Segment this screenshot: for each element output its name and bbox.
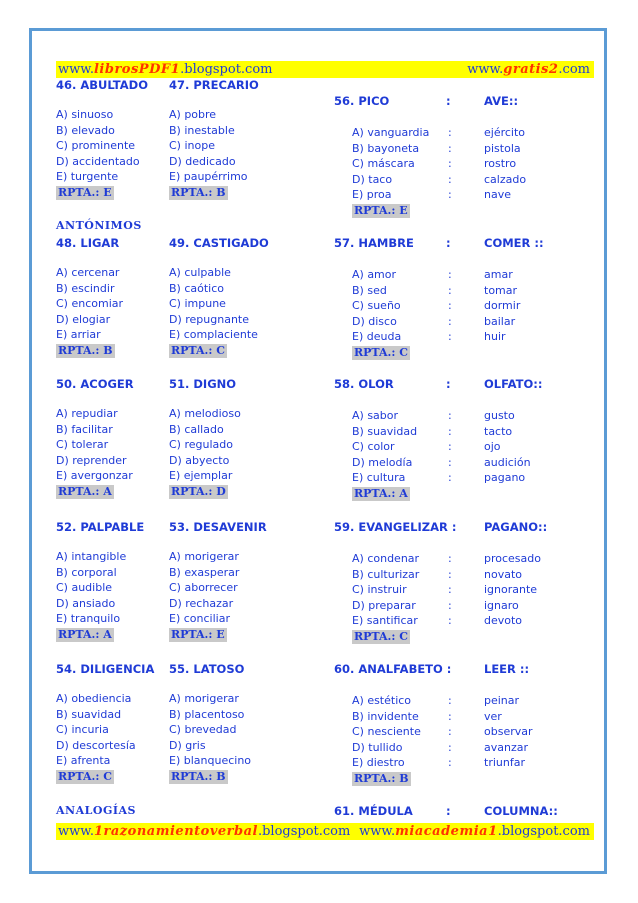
analogy-option-first: B) culturizar [352,567,420,581]
option-item: B) facilitar [56,422,113,436]
analogy-option-first: E) deuda [352,330,402,344]
analogy-option-row [334,156,594,172]
analogy-option-row [334,709,594,725]
analogy-option-first: B) bayoneta [352,141,420,155]
answer-badge: RPTA.: B [171,185,226,199]
option-item: D) repugnante [169,312,250,326]
analogy-option-row [334,693,594,709]
analogy-option-second: ignaro [484,598,519,612]
analogy-option-separator: : [448,455,452,469]
analogy-option-first: E) cultura [352,471,406,485]
question-50 [56,377,134,499]
option-item: C) impune [169,297,226,311]
analogy-separator: : [446,377,451,391]
option-item: D) ansiado [56,596,116,610]
answer-badge: RPTA.: E [354,203,408,217]
analogy-option-row [334,724,594,740]
analogy-option-first: C) sueño [352,299,401,313]
question-title: 48. LIGAR [56,236,120,250]
analogy-58 [334,377,594,501]
analogy-separator: : [446,804,451,818]
analogy-separator: : [446,94,451,108]
answer-badge: RPTA.: C [171,343,226,357]
analogy-option-separator: : [448,409,452,422]
option-item: A) pobre [169,108,217,121]
analogy-option-first: E) diestro [352,756,405,770]
question-title: 49. CASTIGADO [169,236,269,250]
option-item: C) audible [56,581,113,595]
answer-badge: RPTA.: A [58,484,112,498]
analogy-option-separator: : [448,756,452,770]
analogy-premise-word: 61. MÉDULA [334,804,413,818]
option-item: A) melodioso [169,407,241,420]
answer-badge: RPTA.: B [58,343,113,357]
option-item: D) gris [169,738,206,752]
analogy-option-second: rostro [484,157,517,171]
analogy-option-separator: : [448,424,452,438]
footer-left-link[interactable]: www.1razonamientoverbal.blogspot.com [58,824,351,839]
analogy-option-second: observar [484,725,533,739]
analogy-option-row [334,755,594,771]
footer-banner [56,823,594,840]
analogy-option-first: B) suavidad [352,424,418,438]
option-item: E) turgente [56,170,119,184]
analogy-option-first: B) sed [352,283,387,297]
option-item: B) exasperar [169,565,240,579]
option-item: C) prominente [56,139,136,153]
analogy-option-second: pagano [484,471,526,485]
analogy-premise-word: 56. PICO [334,94,390,108]
analogy-option-separator: : [448,440,452,454]
section-analogias: ANALOGÍAS [56,804,136,817]
analogy-option-row [334,567,594,583]
analogy-option-first: B) invidente [352,709,419,723]
analogy-option-first: E) santificar [352,614,418,628]
analogy-option-second: audición [484,455,531,469]
option-item: B) inestable [169,123,235,137]
answer-badge: RPTA.: C [58,769,113,783]
question-47 [169,78,259,200]
analogy-option-row [334,267,594,283]
answer-badge: RPTA.: B [171,769,226,783]
option-item: A) morigerar [169,692,239,705]
analogy-option-second: tacto [484,424,513,438]
question-title: 50. ACOGER [56,377,134,391]
option-item: A) intangible [56,550,127,563]
analogy-option-row [334,551,594,567]
option-item: E) arriar [56,328,101,342]
option-item: C) incuria [56,723,109,737]
option-item: E) paupérrimo [169,170,248,184]
analogy-option-second: tomar [484,283,518,297]
section-antonimos: ANTÓNIMOS [56,219,142,232]
analogy-option-first: D) preparar [352,598,416,612]
analogy-option-separator: : [448,268,452,281]
analogy-option-separator: : [448,157,452,171]
analogy-option-separator: : [448,172,452,186]
option-item: C) tolerar [56,438,109,452]
analogy-option-second: peinar [484,694,520,707]
option-item: A) repudiar [56,407,118,420]
question-title: 52. PALPABLE [56,520,145,534]
analogy-option-second: dormir [484,299,521,313]
analogy-option-second: ver [484,709,502,723]
question-49 [169,236,269,358]
analogy-premise-pair: AVE:: [484,94,519,108]
option-item: C) regulado [169,438,233,452]
analogy-option-separator: : [448,330,452,344]
analogy-premise-word: 59. EVANGELIZAR : [334,520,457,534]
option-item: D) dedicado [169,154,236,168]
header-left-link[interactable]: www.librosPDF1.blogspot.com [58,62,273,77]
option-item: D) rechazar [169,596,234,610]
analogy-option-separator: : [448,126,452,139]
analogy-option-separator: : [448,314,452,328]
analogy-option-first: A) sabor [352,409,399,422]
analogy-option-second: devoto [484,614,523,628]
answer-badge: RPTA.: C [354,629,409,643]
option-item: B) corporal [56,565,117,579]
analogy-option-second: novato [484,567,522,581]
option-item: E) ejemplar [169,469,233,483]
analogy-option-first: E) proa [352,188,392,202]
header-right-link[interactable]: www.gratis2.com [467,62,590,77]
footer-right-link[interactable]: www.miacademia1.blogspot.com [359,824,590,839]
option-item: E) conciliar [169,612,230,626]
question-54 [56,662,154,784]
analogy-option-separator: : [448,567,452,581]
analogy-option-separator: : [448,141,452,155]
question-title: 47. PRECARIO [169,78,259,92]
analogy-option-second: gusto [484,409,515,422]
analogy-option-separator: : [448,709,452,723]
answer-badge: RPTA.: D [171,484,226,498]
option-item: A) cercenar [56,266,120,279]
option-item: E) afrenta [56,754,111,768]
analogy-option-row [334,424,594,440]
analogy-option-first: C) máscara [352,157,415,171]
analogy-option-row [334,283,594,299]
option-item: E) complaciente [169,328,258,342]
analogy-option-second: procesado [484,552,541,565]
analogy-option-separator: : [448,552,452,565]
option-item: B) elevado [56,123,115,137]
analogy-option-second: pistola [484,141,521,155]
analogy-option-row [334,598,594,614]
analogy-option-second: nave [484,188,511,202]
analogy-option-row [334,470,594,486]
option-item: E) avergonzar [56,469,133,483]
analogy-option-row [334,439,594,455]
analogy-option-row [334,613,594,629]
option-item: B) callado [169,422,224,436]
option-item: C) inope [169,139,215,153]
answer-badge: RPTA.: A [354,486,408,500]
question-53 [169,520,267,642]
option-item: D) elogiar [56,312,111,326]
question-title: 53. DESAVENIR [169,520,267,534]
analogy-option-second: triunfar [484,756,525,770]
option-item: B) caótico [169,281,224,295]
analogy-option-row [334,408,594,424]
option-item: E) tranquilo [56,612,121,626]
answer-badge: RPTA.: A [58,627,112,641]
question-title: 54. DILIGENCIA [56,662,155,676]
analogy-option-first: D) tullido [352,740,403,754]
question-52 [56,520,144,642]
analogy-option-first: A) vanguardia [352,126,430,139]
analogy-premise-word: 58. OLOR [334,377,394,391]
option-item: B) escindir [56,281,115,295]
analogy-option-row [334,455,594,471]
analogy-option-row [334,125,594,141]
analogy-premise-pair: COMER :: [484,236,544,250]
option-item: A) obediencia [56,692,132,705]
analogy-option-separator: : [448,694,452,707]
analogy-option-row [334,187,594,203]
option-item: A) sinuoso [56,108,114,121]
analogy-option-row [334,298,594,314]
question-title: 51. DIGNO [169,377,237,391]
question-55 [169,662,251,784]
analogy-premise-word: 60. ANALFABETO : [334,662,452,676]
option-item: D) reprender [56,453,127,467]
question-46 [56,78,148,200]
analogy-option-second: ejército [484,126,526,139]
analogy-option-first: C) nesciente [352,725,421,739]
answer-badge: RPTA.: C [354,345,409,359]
analogy-59 [334,520,594,644]
analogy-option-second: ignorante [484,583,538,597]
analogy-premise-pair: PAGANO:: [484,520,548,534]
analogy-option-row [334,329,594,345]
analogy-option-separator: : [448,583,452,597]
option-item: A) culpable [169,266,231,279]
analogy-option-second: ojo [484,440,501,454]
option-item: D) abyecto [169,453,230,467]
analogy-option-second: calzado [484,172,527,186]
analogy-option-second: amar [484,268,513,281]
analogy-option-separator: : [448,299,452,313]
analogy-56 [334,94,594,218]
analogy-option-first: D) taco [352,172,393,186]
analogy-premise-pair: OLFATO:: [484,377,543,391]
analogy-option-first: D) disco [352,314,397,328]
answer-badge: RPTA.: B [354,771,409,785]
option-item: A) morigerar [169,550,239,563]
analogy-57 [334,236,594,360]
analogy-option-first: A) amor [352,268,397,281]
analogy-separator: : [446,236,451,250]
option-item: D) descortesía [56,738,136,752]
question-title: 46. ABULTADO [56,78,148,92]
analogy-option-row [334,582,594,598]
option-item: D) accidentado [56,154,140,168]
analogy-option-first: D) melodía [352,455,413,469]
analogy-option-separator: : [448,725,452,739]
analogy-option-row [334,141,594,157]
answer-badge: RPTA.: E [171,627,225,641]
option-item: B) suavidad [56,707,122,721]
analogy-option-separator: : [448,740,452,754]
analogy-option-row [334,740,594,756]
question-title: 55. LATOSO [169,662,245,676]
question-51 [169,377,241,499]
header-banner [56,61,594,78]
analogy-option-separator: : [448,188,452,202]
analogy-option-first: C) instruir [352,583,407,597]
analogy-premise-pair: COLUMNA:: [484,804,558,818]
analogy-option-row [334,172,594,188]
analogy-option-row [334,314,594,330]
option-item: C) aborrecer [169,581,238,595]
analogy-option-separator: : [448,598,452,612]
analogy-option-second: bailar [484,314,516,328]
analogy-61 [334,804,594,820]
analogy-option-separator: : [448,614,452,628]
analogy-option-second: huir [484,330,506,344]
question-48 [56,236,123,358]
analogy-premise-pair: LEER :: [484,662,530,676]
option-item: B) placentoso [169,707,245,721]
analogy-premise-word: 57. HAMBRE [334,236,414,250]
analogy-option-first: A) condenar [352,552,420,565]
answer-badge: RPTA.: E [58,185,112,199]
option-item: C) encomiar [56,297,124,311]
option-item: C) brevedad [169,723,237,737]
option-item: E) blanquecino [169,754,252,768]
analogy-option-first: A) estético [352,694,412,707]
analogy-option-second: avanzar [484,740,528,754]
analogy-60 [334,662,594,786]
analogy-option-separator: : [448,471,452,485]
analogy-option-separator: : [448,283,452,297]
analogy-option-first: C) color [352,440,395,454]
